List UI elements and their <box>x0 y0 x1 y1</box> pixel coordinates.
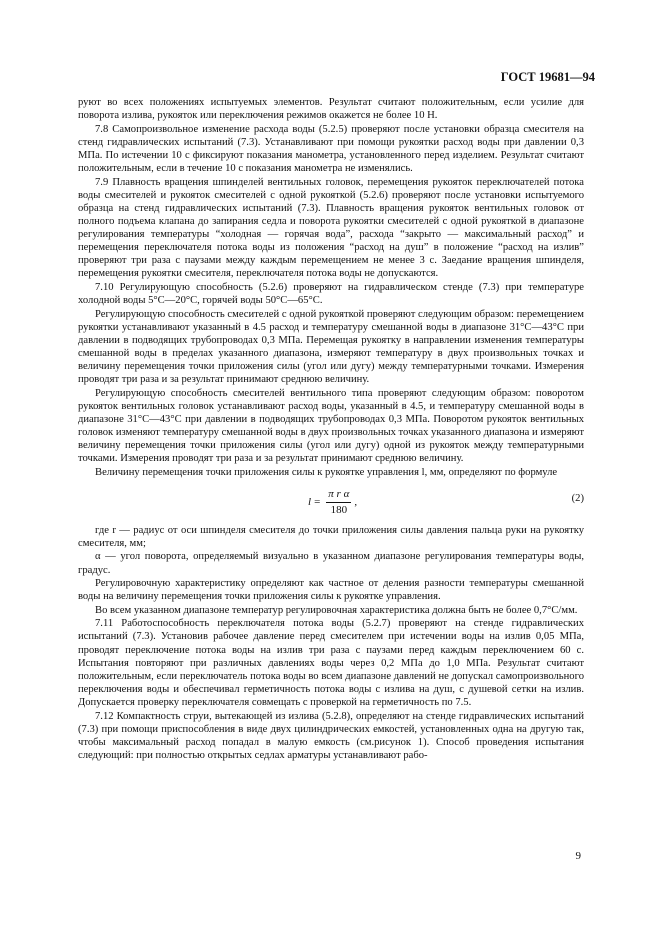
text-block-bottom <box>78 524 584 762</box>
paragraph: Регулировочную характеристику определяют как частное от деления разности температуры смешанной воды на величину перемещения точки приложения силы к рукоятке управления. <box>78 578 584 603</box>
paragraph: 7.8 Самопроизвольное изменение расхода воды (5.2.5) проверяют после установки образца смесителя на стенд гидравлических испытаний (7.3). Устанавливают при помощи рукоятки расход воды при давлении 0,3 МПа. По истечении 10 с фиксируют показания манометра, установленного перед изделием. Результат считают положительным, если в течение 10 с показания манометра не изменялись. <box>78 123 584 174</box>
formula-denominator: 180 <box>330 503 348 516</box>
formula-expression <box>308 488 357 517</box>
document-body <box>78 96 584 762</box>
paragraph: Во всем указанном диапазоне температур регулировочная характеристика должна быть не более 0,7°С/мм. <box>95 604 578 616</box>
formula-number: (2) <box>571 492 584 504</box>
paragraph: где r — радиус от оси шпинделя смесителя до точки приложения силы давления пальца руки на рукоятку смесителя, мм; <box>78 524 584 549</box>
paragraph: Величину перемещения точки приложения силы к рукоятке управления l, мм, определяют по формуле <box>95 466 558 478</box>
paragraph: α — угол поворота, определяемый визуально в указанном диапазоне регулирования температуры воды, градус. <box>78 551 584 576</box>
paragraph: Регулирующую способность смесителей с одной рукояткой проверяют следующим образом: перемещением рукоятки устанавливают указанный в 4.5 расход и температуру смешанной воды в диапазоне 31°С—43°С при давлении в подводящих трубопроводах 0,3 МПа. Перемещая рукоятку в направлении изменения температуры смешанной воды в пределах указанного диапазона, измеряют температуру в двух произвольных точках и величину перемещения точки приложения силы (угол или дугу) между температурными точками. Измерения проводят три раза и за результат принимают среднюю величину. <box>78 308 584 385</box>
paragraph: 7.10 Регулирующую способность (5.2.6) проверяют на гидравлическом стенде (7.3) при температуре холодной воды 5°С—20°С, горячей воды 50°С—65°С. <box>78 281 584 306</box>
formula-numerator: π r α <box>326 488 351 503</box>
paragraph: 7.11 Работоспособность переключателя потока воды (5.2.7) проверяют на стенде гидравлических испытаний (7.3). Установив рабочее давление перед смесителем при истечении воды на излив 0,05 МПа, проводят переключение потока воды на излив три раза с паузами перед каждым переключением 60 с. Испытания повторяют при различных давлениях воды через 0,2 МПа до 1,0 МПа. Результат считают положительным, если переключатель потока воды во всем диапазоне давлений не допускал самопроизвольного переключения воды и обеспечивал герметичность потока воды с излива на душ, с душевой сетки на излив. Допускается проверку переключателя совмещать с проверкой на герметичность по 7.5. <box>78 618 584 708</box>
paragraph: 7.9 Плавность вращения шпинделей вентильных головок, перемещения рукояток переключателей потока воды смесителей и рукояток смесителей с одной рукояткой (5.2.6) проверяют после установки испытуемого образца на стенд гидравлических испытаний (7.3). Плавность вращения рукояток вентильных головок от полного подъема клапана до запирания седла и поворота рукоятки смесителей с одной рукояткой в диапазоне регулирования температуры “холодная — горячая вода”, расхода “закрыто — максимальный расход” и перемещения переключателя потока воды из положения “расход на душ” в положение “расход на излив” проверяют три раза с паузами между каждым перемещением не менее 3 с. Заедание вращения шпинделя, перемещения рукоятки смесителя, переключателя потока воды не допускаются. <box>78 176 584 280</box>
paragraph: 7.12 Компактность струи, вытекающей из излива (5.2.8), определяют на стенде гидравлических испытаний (7.3) при помощи приспособления в виде двух цилиндрических емкостей, установленных одна на другую так, чтобы максимальный расход попадал в малую емкость (см.рисунок 1). Способ проведения испытания следующий: при полностью открытых седлах арматуры устанавливают рабо- <box>78 710 584 761</box>
text-block-top <box>78 96 584 479</box>
standard-header: ГОСТ 19681—94 <box>500 70 595 84</box>
formula-2 <box>78 484 584 520</box>
formula-trailing: , <box>354 495 358 508</box>
formula-fraction <box>326 488 351 517</box>
formula-equals: = <box>314 495 321 508</box>
page-number: 9 <box>575 850 581 862</box>
paragraph: Регулирующую способность смесителей вентильного типа проверяют следующим образом: поворотом рукояток вентильных головок устанавливают расход воды, указанный в 4.5, и температуру смешанной воды в диапазоне 31°С—43°С при давлении в подводящих трубопроводах 0,3 МПа. Поворотом рукояток вентильных головок изменяют температуру смешанной воды в двух произвольных точках указанного диапазона и измеряют величину перемещения точки приложения силы (угол или дугу) одной из рукояток между температурными точками. Измерения проводят три раза и за результат принимают среднюю величину. <box>78 387 584 465</box>
paragraph: руют во всех положениях испытуемых элементов. Результат считают положительным, если усилие для поворота излива, рукояток или переключения режимов окажется не более 10 Н. <box>78 97 584 122</box>
formula-lhs: l <box>308 495 312 508</box>
